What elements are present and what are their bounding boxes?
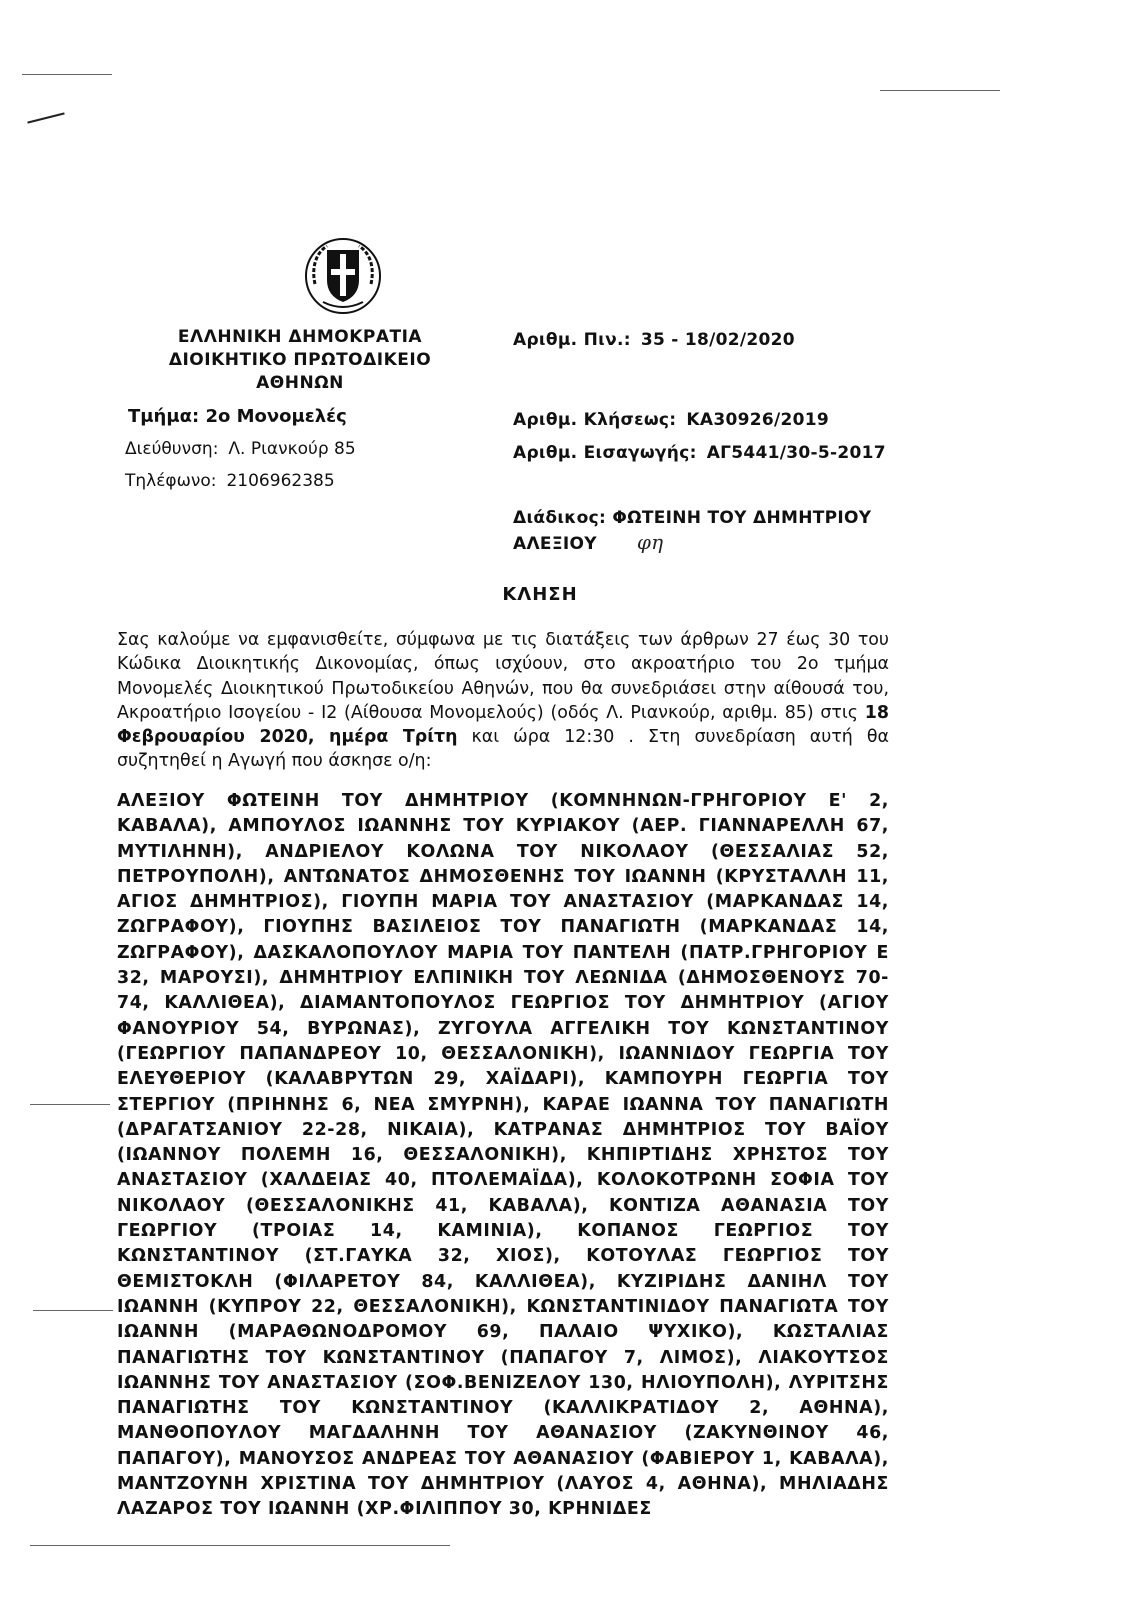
scan-artifact bbox=[33, 1310, 113, 1311]
phone-value: 2106962385 bbox=[226, 471, 335, 491]
court-name-line2: ΑΘΗΝΩΝ bbox=[256, 373, 344, 393]
address-label: Διεύθυνση: bbox=[125, 439, 219, 459]
summons-text bbox=[117, 628, 889, 774]
scan-artifact bbox=[880, 90, 1000, 91]
document-title: ΚΛΗΣΗ bbox=[502, 584, 578, 605]
pin-value: 35 - 18/02/2020 bbox=[640, 330, 795, 350]
call-number-line bbox=[513, 410, 829, 430]
scan-artifact bbox=[27, 112, 64, 123]
hearing-date: 18 Φεβρουαρίου 2020, ημέρα Τρίτη bbox=[117, 702, 889, 748]
litigant-line1 bbox=[513, 508, 871, 528]
entry-label: Αριθμ. Εισαγωγής: bbox=[513, 443, 697, 463]
scan-artifact bbox=[22, 74, 112, 75]
pin-number-line bbox=[513, 330, 795, 350]
phone-label: Τηλέφωνο: bbox=[125, 471, 217, 491]
parties-list bbox=[117, 789, 889, 1523]
scan-artifact bbox=[30, 1104, 110, 1105]
phone-line bbox=[125, 471, 335, 491]
litigant-name: ΦΩΤΕΙΝΗ ΤΟΥ ΔΗΜΗΤΡΙΟΥ bbox=[612, 508, 872, 528]
entry-number-line bbox=[513, 443, 886, 463]
entry-value: ΑΓ5441/30-5-2017 bbox=[706, 443, 886, 463]
address-value: Λ. Ριανκούρ 85 bbox=[228, 439, 356, 459]
litigant-surname: ΑΛΕΞΙΟΥ bbox=[513, 534, 597, 554]
litigant-label: Διάδικος: bbox=[513, 508, 607, 528]
intro-text: Σας καλούμε να εμφανισθείτε, σύμφωνα με τις διατάξεις των άρθρων 27 έως 30 του Κώδικα Διοικητικής Δικονομίας, όπως ισχύουν, στο ακροατήριο του 2ο τμήμα Μονομελές Διοικητικού Πρωτοδικείου Αθηνών, που θα συνεδριάσει στην αίθουσά του, Ακροατήριο Ισογείου - Ι2 (Αίθουσα Μονομελούς) (οδός Λ. Ριανκούρ, αριθμ. 85) στις bbox=[117, 630, 889, 723]
call-label: Αριθμ. Κλήσεως: bbox=[513, 410, 677, 430]
address-line bbox=[125, 439, 356, 459]
section-value: 2ο Μονομελές bbox=[205, 406, 347, 427]
parties-text: ΑΛΕΞΙΟΥ ΦΩΤΕΙΝΗ ΤΟΥ ΔΗΜΗΤΡΙΟΥ (ΚΟΜΝΗΝΩΝ-ΓΡΗΓΟΡΙΟΥ Ε' 2, ΚΑΒΑΛΑ), ΑΜΠΟΥΛΟΣ ΙΩΑΝΝΗΣ ΤΟΥ ΚΥΡΙΑΚΟΥ (ΑΕΡ. ΓΙΑΝΝΑΡΕΛΛΗ 67, ΜΥΤΙΛΗΝΗ), ΑΝΔΡΙΕΛΟΥ ΚΟΛΩΝΑ ΤΟΥ ΝΙΚΟΛΑΟΥ (ΘΕΣΣΑΛΙΑΣ 52, ΠΕΤΡΟΥΠΟΛΗ), ΑΝΤΩΝΑΤΟΣ ΔΗΜΟΣΘΕΝΗΣ ΤΟΥ ΙΩΑΝΝΗ (ΚΡΥΣΤΑΛΛΗ 11, ΑΓΙΟΣ ΔΗΜΗΤΡΙΟΣ), ΓΙΟΥΠΗ ΜΑΡΙΑ ΤΟΥ ΑΝΑΣΤΑΣΙΟΥ (ΜΑΡΚΑΝΔΑΣ 14, ΖΩΓΡΑΦΟΥ), ΓΙΟΥΠΗΣ ΒΑΣΙΛΕΙΟΣ ΤΟΥ ΠΑΝΑΓΙΩΤΗ (ΜΑΡΚΑΝΔΑΣ 14, ΖΩΓΡΑΦΟΥ), ΔΑΣΚΑΛΟΠΟΥΛΟΥ ΜΑΡΙΑ ΤΟΥ ΠΑΝΤΕΛΗ (ΠΑΤΡ.ΓΡΗΓΟΡΙΟΥ Ε 32, ΜΑΡΟΥΣΙ), ΔΗΜΗΤΡΙΟΥ ΕΛΠΙΝΙΚΗ ΤΟΥ ΛΕΩΝΙΔΑ (ΔΗΜΟΣΘΕΝΟΥΣ 70-74, ΚΑΛΛΙΘΕΑ), ΔΙΑΜΑΝΤΟΠΟΥΛΟΣ ΓΕΩΡΓΙΟΣ ΤΟΥ ΔΗΜΗΤΡΙΟΥ (ΑΓΙΟΥ ΦΑΝΟΥΡΙΟΥ 54, ΒΥΡΩΝΑΣ), ΖΥΓΟΥΛΑ ΑΓΓΕΛΙΚΗ ΤΟΥ ΚΩΝΣΤΑΝΤΙΝΟΥ (ΓΕΩΡΓΙΟΥ ΠΑΠΑΝΔΡΕΟΥ 10, ΘΕΣΣΑΛΟΝΙΚΗ), ΙΩΑΝΝΙΔΟΥ ΓΕΩΡΓΙΑ ΤΟΥ ΕΛΕΥΘΕΡΙΟΥ (ΚΑΛΑΒΡΥΤΩΝ 29, ΧΑΪΔΑΡΙ), ΚΑΜΠΟΥΡΗ ΓΕΩΡΓΙΑ ΤΟΥ ΣΤΕΡΓΙΟΥ (ΠΡΙΗΝΗΣ 6, ΝΕΑ ΣΜΥΡΝΗ), ΚΑΡΑΕ ΙΩΑΝΝΑ ΤΟΥ ΠΑΝΑΓΙΩΤΗ (ΔΡΑΓΑΤΣΑΝΙΟΥ 22-28, ΝΙΚΑΙΑ), ΚΑΤΡΑΝΑΣ ΔΗΜΗΤΡΙΟΣ ΤΟΥ ΒΑΪΟΥ (ΙΩΑΝΝΟΥ ΠΟΛΕΜΗ 16, ΘΕΣΣΑΛΟΝΙΚΗ), ΚΗΠΙΡΤΙΔΗΣ ΧΡΗΣΤΟΣ ΤΟΥ ΑΝΑΣΤΑΣΙΟΥ (ΧΑΛΔΕΙΑΣ 40, ΠΤΟΛΕΜΑΪΔΑ), ΚΟΛΟΚΟΤΡΩΝΗ ΣΟΦΙΑ ΤΟΥ ΝΙΚΟΛΑΟΥ (ΘΕΣΣΑΛΟΝΙΚΗΣ 41, ΚΑΒΑΛΑ), ΚΟΝΤΙΖΑ ΑΘΑΝΑΣΙΑ ΤΟΥ ΓΕΩΡΓΙΟΥ (ΤΡΟΙΑΣ 14, ΚΑΜΙΝΙΑ), ΚΟΠΑΝΟΣ ΓΕΩΡΓΙΟΣ ΤΟΥ ΚΩΝΣΤΑΝΤΙΝΟΥ (ΣΤ.ΓΑΥΚΑ 32, ΧΙΟΣ), ΚΟΤΟΥΛΑΣ ΓΕΩΡΓΙΟΣ ΤΟΥ ΘΕΜΙΣΤΟΚΛΗ (ΦΙΛΑΡΕΤΟΥ 84, ΚΑΛΛΙΘΕΑ), ΚΥΖΙΡΙΔΗΣ ΔΑΝΙΗΛ ΤΟΥ ΙΩΑΝΝΗ (ΚΥΠΡΟΥ 22, ΘΕΣΣΑΛΟΝΙΚΗ), ΚΩΝΣΤΑΝΤΙΝΙΔΟΥ ΠΑΝΑΓΙΩΤΑ ΤΟΥ ΙΩΑΝΝΗ (ΜΑΡΑΘΩΝΟΔΡΟΜΟΥ 69, ΠΑΛΑΙΟ ΨΥΧΙΚΟ), ΚΩΣΤΑΛΙΑΣ ΠΑΝΑΓΙΩΤΗΣ ΤΟΥ ΚΩΝΣΤΑΝΤΙΝΟΥ (ΠΑΠΑΓΟΥ 7, ΛΙΜΟΣ), ΛΙΑΚΟΥΤΣΟΣ ΙΩΑΝΝΗΣ ΤΟΥ ΑΝΑΣΤΑΣΙΟΥ (ΣΟΦ.ΒΕΝΙΖΕΛΟΥ 130, ΗΛΙΟΥΠΟΛΗ), ΛΥΡΙΤΣΗΣ ΠΑΝΑΓΙΩΤΗΣ ΤΟΥ ΚΩΝΣΤΑΝΤΙΝΟΥ (ΚΑΛΛΙΚΡΑΤΙΔΟΥ 2, ΑΘΗΝΑ), ΜΑΝΘΟΠΟΥΛΟΥ ΜΑΓΔΑΛΗΝΗ ΤΟΥ ΑΘΑΝΑΣΙΟΥ (ΖΑΚΥΝΘΙΝΟΥ 46, ΠΑΠΑΓΟΥ), ΜΑΝΟΥΣΟΣ ΑΝΔΡΕΑΣ ΤΟΥ ΑΘΑΝΑΣΙΟΥ (ΦΑΒΙΕΡΟΥ 1, ΚΑΒΑΛΑ), ΜΑΝΤΖΟΥΝΗ ΧΡΙΣΤΙΝΑ ΤΟΥ ΔΗΜΗΤΡΙΟΥ (ΛΑΥΟΣ 4, ΑΘΗΝΑ), ΜΗΛΙΑΔΗΣ ΛΑΖΑΡΟΣ ΤΟΥ ΙΩΑΝΝΗ (ΧΡ.ΦΙΛΙΠΠΟΥ 30, ΚΡΗΝΙΔΕΣ bbox=[117, 791, 889, 1520]
country-name: ΕΛΛΗΝΙΚΗ ΔΗΜΟΚΡΑΤΙΑ bbox=[177, 327, 423, 347]
call-value: ΚΑ30926/2019 bbox=[686, 410, 830, 430]
intro-text-continued: και ώρα 12:30 . Στη συνεδρίαση αυτή θα συζητηθεί η Αγωγή που άσκησε ο/η: bbox=[117, 727, 889, 772]
litigant-line2 bbox=[513, 530, 663, 554]
handwritten-initials: φη bbox=[636, 530, 664, 554]
section-line bbox=[128, 406, 347, 427]
court-name-line1: ΔΙΟΙΚΗΤΙΚΟ ΠΡΩΤΟΔΙΚΕΙΟ bbox=[168, 350, 432, 370]
coat-of-arms-icon bbox=[303, 236, 383, 316]
scan-artifact bbox=[30, 1545, 450, 1546]
pin-label: Αριθμ. Πιν.: bbox=[513, 330, 631, 350]
section-label: Τμήμα: bbox=[128, 406, 200, 427]
